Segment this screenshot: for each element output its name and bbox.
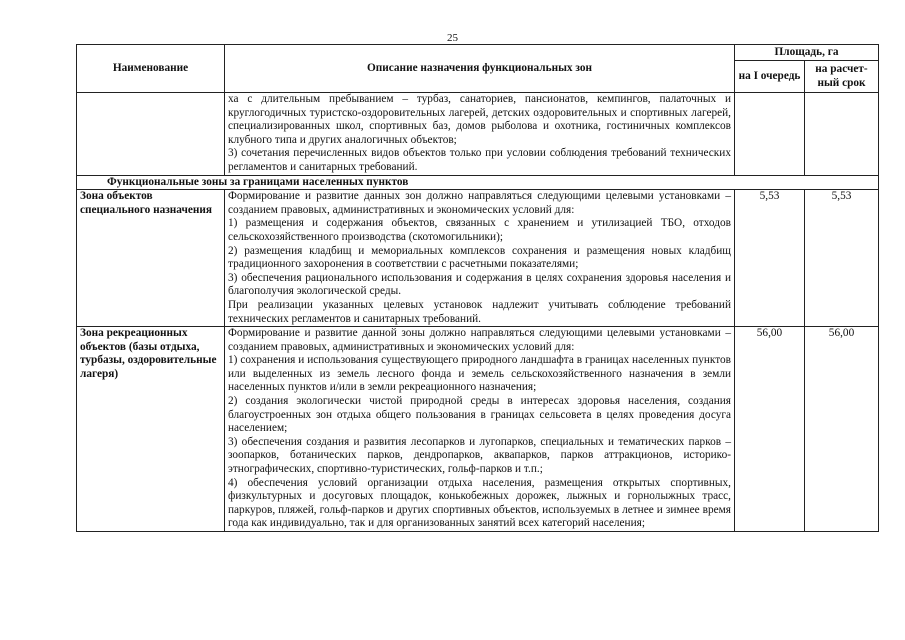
header-row-1 [77, 45, 879, 61]
continuation-paragraph: 3) сочетания перечисленных видов объектов только при условии соблюдения требований технических регламентов и санитарных требований. [228, 147, 731, 173]
zone-paragraph: 3) обеспечения рационального использования и содержания в целях сохранения здоровья населения и благополучия экологической среды. [228, 271, 731, 298]
continuation-description [225, 93, 735, 176]
section-row [77, 175, 879, 190]
zone-description [225, 327, 735, 532]
continuation-area-estimated [805, 93, 879, 176]
zone-paragraph: 1) размещения и содержания объектов, связанных с хранением и утилизацией ТБО, отходов сельскохозяйственного производства (скотомогильники); [228, 217, 731, 243]
zone-area-first: 56,00 [735, 327, 805, 532]
header-area-first: на I очередь [735, 61, 805, 93]
zone-name: Зона объектов специального назначения [77, 190, 225, 327]
continuation-area-first [735, 93, 805, 176]
zone-paragraph: 2) размещения кладбищ и мемориальных комплексов сохранения и размещения новых кладбищ традиционного захоронения в соответствии с расчетными показателями; [228, 244, 731, 271]
zone-paragraph: 4) обеспечения условий организации отдыха населения, размещения открытых спортивных, физкультурных и досуговых площадок, конькобежных дорожек, лыжных и горнолыжных трасс, паркуров, пляжей, гольф-парков и других спортивных объектов, используемых в летнее и зимнее время года как индивидуально, так и для организованных занятий всех категорий населения; [228, 476, 731, 530]
zone-paragraph: Формирование и развитие данной зоны должно направляться следующими целевыми установками – созданием правовых, административных и экономических условий для: [228, 327, 731, 353]
table-row [77, 327, 879, 532]
zone-paragraph: При реализации указанных целевых установок надлежит учитывать соблюдение требований технических регламентов и санитарных требований. [228, 298, 731, 325]
zone-paragraph: 1) сохранения и использования существующего природного ландшафта в границах населенных пунктов или выделенных из земель лесного фонда и земель сельскохозяйственного назначения в земли населенных пунктов и/или в земли рекреационного назначения; [228, 354, 731, 394]
header-area: Площадь, га [735, 45, 879, 61]
continuation-row [77, 93, 879, 176]
continuation-paragraph: ха с длительным пребыванием – турбаз, санаториев, пансионатов, кемпингов, палаточных и круглогодичных туристско-оздоровительных лагерей, детских оздоровительных и спортивных лагерей, специализированных школ, спортивных баз, домов рыболова и охотника, гостиничных комплексов клубного типа и других аналогичных объектов; [228, 93, 731, 146]
page-number: 25 [447, 32, 458, 44]
zone-name: Зона рекреационных объектов (базы отдыха, турбазы, оздоровительные лагеря) [77, 327, 225, 532]
zone-area-estimated: 5,53 [805, 190, 879, 327]
zone-area-first: 5,53 [735, 190, 805, 327]
zone-description [225, 190, 735, 327]
table-row [77, 190, 879, 327]
zone-paragraph: 3) обеспечения создания и развития лесопарков и лугопарков, специальных и тематических парков – зоопарков, ботанических парков, дендропарков, аквапарков, парков аттракционов, историко-этнографических, спортивно-туристических, гольф-парков и т.п.; [228, 435, 731, 476]
header-name: Наименование [77, 45, 225, 93]
section-title: Функциональные зоны за границами населенных пунктов [77, 175, 879, 190]
zone-paragraph: Формирование и развитие данных зон должно направляться следующими целевыми установками – созданием правовых, административных и экономических условий для: [228, 190, 731, 216]
header-area-estimated: на расчет- ный срок [805, 61, 879, 93]
functional-zones-table [76, 44, 879, 532]
zone-paragraph: 2) создания экологически чистой природной среды в интересах здоровья населения, создания благоустроенных зон отдыха общего пользования в границах сельсовета в целях проведения досуга населением; [228, 395, 731, 435]
continuation-name-cell [77, 93, 225, 176]
zone-area-estimated: 56,00 [805, 327, 879, 532]
header-description: Описание назначения функциональных зон [225, 45, 735, 93]
